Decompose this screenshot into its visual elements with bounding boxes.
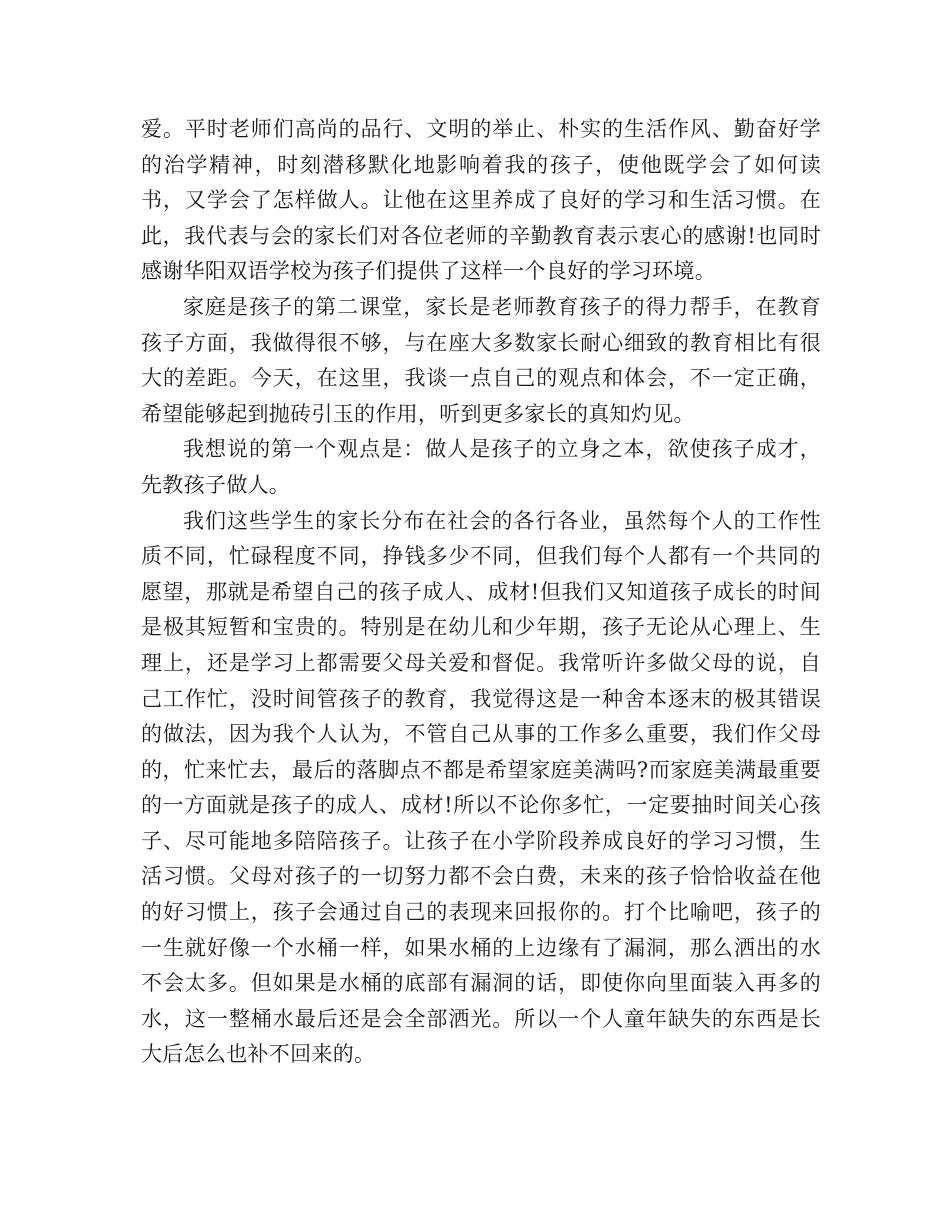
paragraph-continuation: 爱。平时老师们高尚的品行、文明的举止、朴实的生活作风、勤奋好学的治学精神，时刻潜移默化地影响着我的孩子，使他既学会了如何读书，又学会了怎样做人。让他在这里养成了良好的学习和生活习惯。在此，我代表与会的家长们对各位老师的辛勤教育表示衷心的感谢!也同时感谢华阳双语学校为孩子们提供了这样一个良好的学习环境。 bbox=[141, 117, 821, 284]
paragraph-parents-wishes: 我们这些学生的家长分布在社会的各行各业，虽然每个人的工作性质不同，忙碌程度不同，挣钱多少不同，但我们每个人都有一个共同的愿望，那就是希望自己的孩子成人、成材!但我们又知道孩子成长的时间是极其短暂和宝贵的。特别是在幼儿和少年期，孩子无论从心理上、生理上，还是学习上都需要父母关爱和督促。我常听许多做父母的说，自己工作忙，没时间管孩子的教育，我觉得这是一种舍本逐末的极其错误的做法，因为我个人认为，不管自己从事的工作多么重要，我们作父母的，忙来忙去，最后的落脚点不都是希望家庭美满吗?而家庭美满最重要的一方面就是孩子的成人、成材!所以不论你多忙，一定要抽时间关心孩子、尽可能地多陪陪孩子。让孩子在小学阶段养成良好的学习习惯，生活习惯。父母对孩子的一切努力都不会白费，未来的孩子恰恰收益在他的好习惯上，孩子会通过自己的表现来回报你的。打个比喻吧，孩子的一生就好像一个水桶一样，如果水桶的上边缘有了漏洞，那么洒出的水不会太多。但如果是水桶的底部有漏洞的话，即使你向里面装入再多的水，这一整桶水最后还是会全部洒光。所以一个人童年缺失的东西是长大后怎么也补不回来的。 bbox=[141, 508, 821, 1067]
paragraph-first-viewpoint: 我想说的第一个观点是：做人是孩子的立身之本，欲使孩子成才，先教孩子做人。 bbox=[141, 437, 821, 497]
document-body bbox=[141, 112, 821, 1073]
paragraph-family-classroom: 家庭是孩子的第二课堂，家长是老师教育孩子的得力帮手，在教育孩子方面，我做得很不够，与在座大多数家长耐心细致的教育相比有很大的差距。今天，在这里，我谈一点自己的观点和体会，不一定正确，希望能够起到抛砖引玉的作用，听到更多家长的真知灼见。 bbox=[141, 294, 821, 426]
